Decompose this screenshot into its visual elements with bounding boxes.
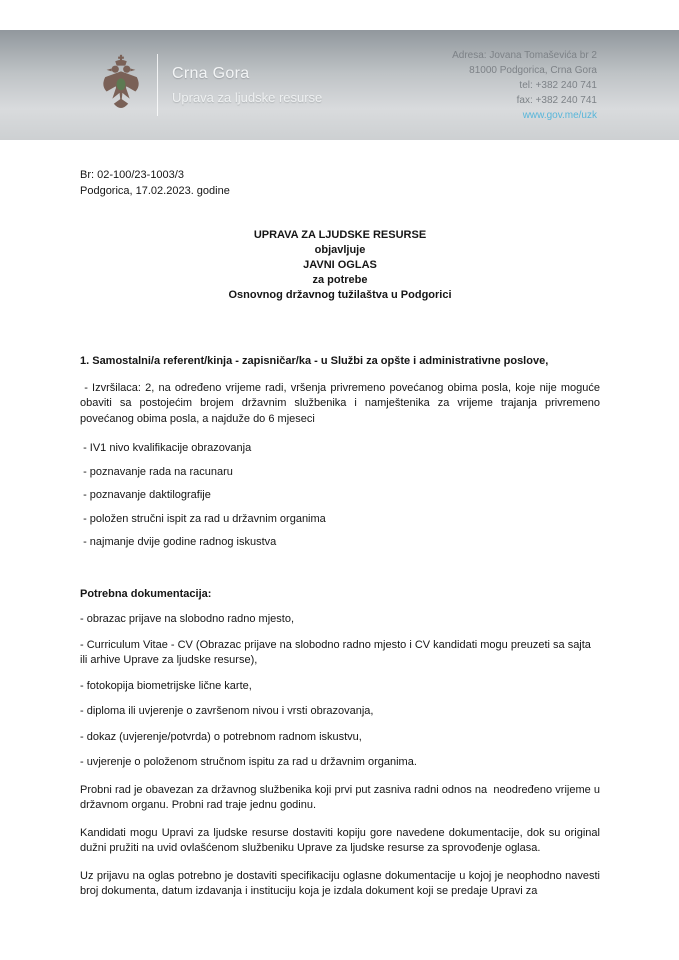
title-line: JAVNI OGLAS [303, 259, 377, 271]
tel-line: tel: +382 240 741 [519, 79, 597, 91]
reference-number: Br: 02-100/23-1003/3 [80, 169, 184, 181]
website-link[interactable]: www.gov.me/uzk [522, 109, 597, 121]
letterhead [0, 30, 679, 140]
requirements-list [80, 441, 600, 551]
address-line-2: 81000 Podgorica, Crna Gora [469, 64, 597, 76]
position-heading: 1. Samostalni/a referent/kinja - zapisničar/ka - u Službi za opšte i administrativne poslove, [80, 355, 549, 367]
document-item: - fotokopija biometrijske lične karte, [80, 679, 252, 692]
document-item: - Curriculum Vitae - CV (Obrazac prijave na slobodno radno mjesto i CV kandidati mogu preuzeti sa sajta ili arhive Uprave za ljudske resurse), [80, 638, 594, 666]
document-item: - uvjerenje o položenom stručnom ispitu za rad u državnim organima. [80, 756, 417, 768]
title-line: UPRAVA ZA LJUDSKE RESURSE [253, 229, 427, 241]
body-paragraph: Probni rad je obavezan za državnog službenika koji prvi put zasniva radni odnos na neodređeno vrijeme u državnom organu. Probni rad traje jednu godinu. [80, 783, 604, 811]
title-line: Osnovnog državnog tužilaštva u Podgorici [228, 289, 452, 301]
document-item: - diploma ili uvjerenje o završenom nivou i vrsti obrazovanja, [80, 705, 374, 717]
contact-block [452, 48, 597, 123]
letterhead-left [98, 53, 322, 117]
letterhead-divider [157, 54, 158, 116]
requirement-item: - najmanje dvije godine radnog iskustva [80, 536, 277, 548]
coat-of-arms-icon [98, 53, 144, 117]
requirement-item: - poznavanje rada na racunaru [80, 465, 233, 478]
requirement-item: - poznavanje daktilografije [80, 489, 211, 501]
document-title [80, 228, 600, 303]
org-block [172, 65, 322, 105]
document-item: - dokaz (uvjerenje/potvrda) o potrebnom radnom iskustvu, [80, 730, 362, 743]
document-body [0, 167, 679, 900]
fax-line: fax: +382 240 741 [516, 94, 597, 106]
requirement-item: - položen stručni ispit za rad u državnim organima [80, 512, 326, 525]
date-place: Podgorica, 17.02.2023. godine [80, 185, 230, 197]
document-item: - obrazac prijave na slobodno radno mjesto, [80, 613, 295, 625]
org-name: Crna Gora [172, 65, 250, 82]
body-paragraph: Uz prijavu na oglas potrebno je dostaviti specifikaciju oglasne dokumentacije u kojoj je neophodno navesti broj dokumenta, datum izdavanja i instituciju koja je izdala dokument koji se predaje Upravi za [80, 869, 604, 897]
documents-list [80, 612, 600, 771]
org-department: Uprava za ljudske resurse [172, 90, 323, 105]
position-description: - Izvršilaca: 2, na određeno vrijeme radi, vršenja privremeno povećanog obima posla, koje nije moguće obaviti sa postojećim brojem državnim službenika i namještenika za vrijeme trajanja privremeno povećanog obima posla, a najduže do 6 mjeseci [80, 381, 604, 425]
reference-block [80, 167, 600, 199]
requirement-item: - IV1 nivo kvalifikacije obrazovanja [80, 442, 252, 454]
body-paragraph: Kandidati mogu Upravi za ljudske resurse dostaviti kopiju gore navedene dokumentacije, dok su original dužni pružiti na uvid ovlašćenom službeniku Uprave za ljudske resurse za sprovođenje oglasa. [80, 826, 604, 854]
address-line-1: Adresa: Jovana Tomaševića br 2 [452, 49, 597, 61]
documents-heading: Potrebna dokumentacija: [80, 587, 212, 600]
title-line: objavljuje [314, 244, 366, 256]
title-line: za potrebe [312, 274, 368, 286]
